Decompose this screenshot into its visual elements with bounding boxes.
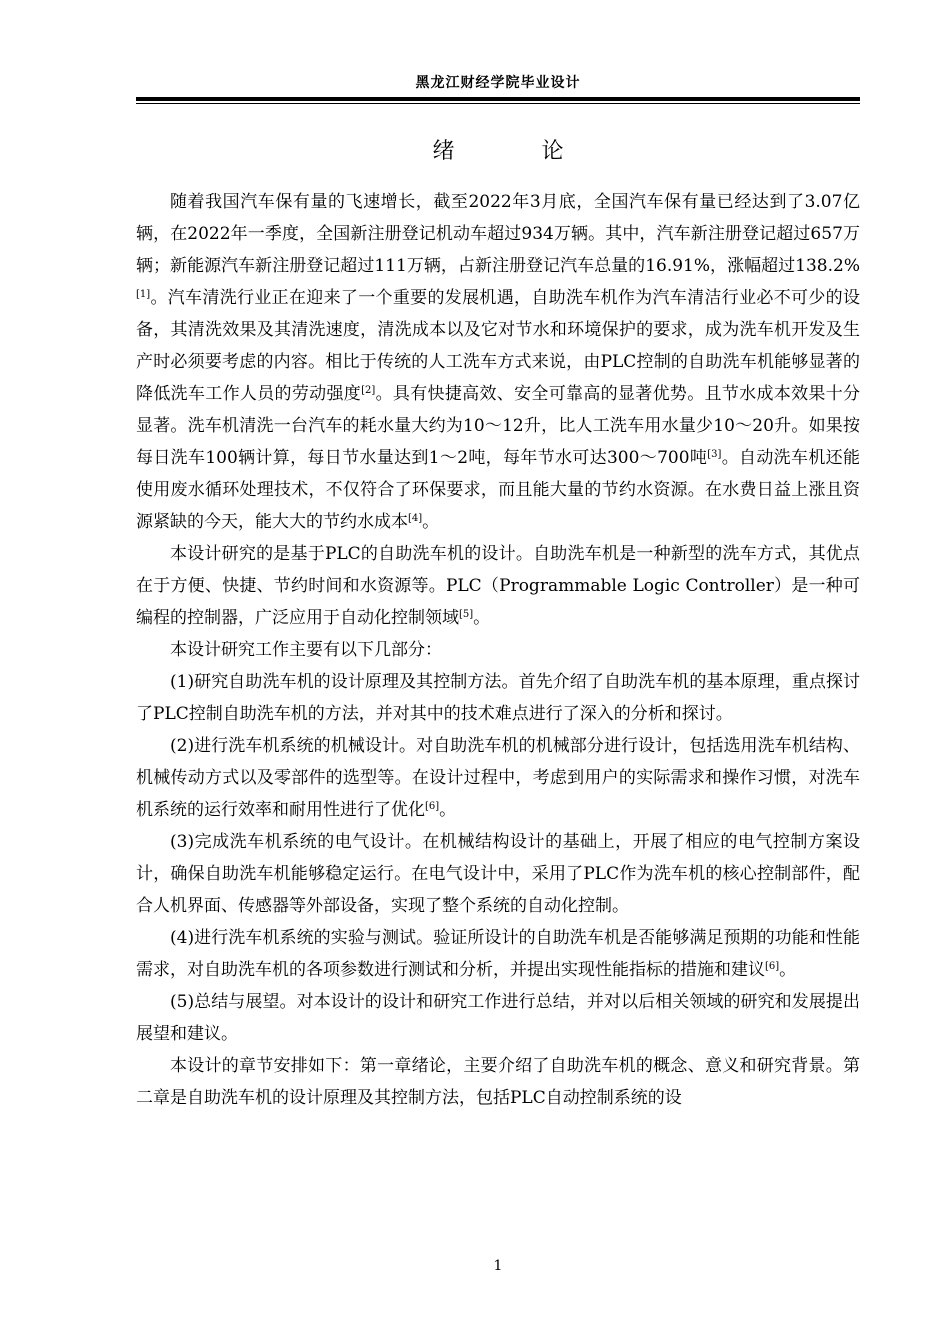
paragraph-text: 。 bbox=[422, 512, 440, 532]
citation-marker: [6] bbox=[425, 801, 440, 812]
paragraph bbox=[136, 730, 860, 826]
paragraph-text: 。 bbox=[779, 960, 797, 980]
paragraph bbox=[136, 1050, 860, 1114]
paragraph-text: 本设计研究工作主要有以下几部分： bbox=[170, 640, 442, 660]
paragraph bbox=[136, 186, 860, 538]
paragraph-text: 。汽车清洗行业正在迎来了一个重要的发展机遇，自助洗车机作为汽车清洁行业必不可少的设备，其清洗效果及其清洗速度，清洗成本以及它对节水和环境保护的要求，成为洗车机开发及生产时必须要考虑的内容。相比于传统的人工洗车方式来说，由PLC控制的自助洗车机能够显著的降低洗车工作人员的劳动强度 bbox=[136, 288, 860, 404]
page-number: 1 bbox=[493, 1258, 503, 1274]
paragraph-text: 。具有快捷高效、安全可靠高的显著优势。且节水成本效果十分显著。洗车机清洗一台汽车的耗水量大约为10～12升，比人工洗车用水量少10～20升。如果按每日洗车100辆计算，每日节水量达到1～2吨，每年节水可达300～700吨 bbox=[136, 384, 861, 468]
paragraph-text: (2)进行洗车机系统的机械设计。对自助洗车机的机械部分进行设计，包括选用洗车机结构、机械传动方式以及零部件的选型等。在设计过程中，考虑到用户的实际需求和操作习惯，对洗车机系统的运行效率和耐用性进行了优化 bbox=[136, 736, 860, 820]
paragraph-text: 。 bbox=[473, 608, 491, 628]
citation-marker: [1] bbox=[136, 289, 151, 300]
paragraph-text: 本设计研究的是基于PLC的自助洗车机的设计。自助洗车机是一种新型的洗车方式，其优点在于方便、快捷、节约时间和水资源等。PLC（Programmable Logic Controller）是一种可编程的控制器，广泛应用于自动化控制领域 bbox=[136, 544, 860, 628]
header-rule-thin bbox=[136, 103, 860, 104]
paragraph bbox=[136, 666, 860, 730]
citation-marker: [6] bbox=[765, 961, 780, 972]
paragraph bbox=[136, 826, 860, 922]
paragraph-text: (1)研究自助洗车机的设计原理及其控制方法。首先介绍了自助洗车机的基本原理，重点探讨了PLC控制自助洗车机的方法，并对其中的技术难点进行了深入的分析和探讨。 bbox=[136, 672, 860, 724]
citation-marker: [5] bbox=[459, 609, 474, 620]
body-text bbox=[136, 186, 860, 1114]
paragraph-text: 随着我国汽车保有量的飞速增长，截至2022年3月底，全国汽车保有量已经达到了3.07亿辆，在2022年一季度，全国新注册登记机动车超过934万辆。其中，汽车新注册登记超过657万辆；新能源汽车新注册登记超过111万辆，占新注册登记汽车总量的16.91%，涨幅超过138.2% bbox=[136, 192, 860, 276]
paragraph-text: 本设计的章节安排如下：第一章绪论，主要介绍了自助洗车机的概念、意义和研究背景。第二章是自助洗车机的设计原理及其控制方法，包括PLC自动控制系统的设 bbox=[136, 1056, 860, 1108]
citation-marker: [3] bbox=[707, 449, 722, 460]
paragraph-text: (5)总结与展望。对本设计的设计和研究工作进行总结，并对以后相关领域的研究和发展提出展望和建议。 bbox=[136, 992, 860, 1044]
citation-marker: [2] bbox=[361, 385, 376, 396]
running-header: 黑龙江财经学院毕业设计 bbox=[415, 75, 581, 91]
paragraph bbox=[136, 922, 860, 986]
paragraph-text: (3)完成洗车机系统的电气设计。在机械结构设计的基础上，开展了相应的电气控制方案设计，确保自助洗车机能够稳定运行。在电气设计中，采用了PLC作为洗车机的核心控制部件，配合人机界面、传感器等外部设备，实现了整个系统的自动化控制。 bbox=[136, 832, 860, 916]
header-rule-thick bbox=[136, 97, 860, 101]
paragraph bbox=[136, 538, 860, 634]
section-title: 绪 论 bbox=[432, 139, 604, 164]
paragraph bbox=[136, 986, 860, 1050]
citation-marker: [4] bbox=[408, 513, 423, 524]
paragraph-text: 。 bbox=[439, 800, 457, 820]
paragraph-text: 。自动洗车机还能使用废水循环处理技术，不仅符合了环保要求，而且能大量的节约水资源。在水费日益上涨且资源紧缺的今天，能大大的节约水成本 bbox=[136, 448, 860, 532]
paragraph bbox=[136, 634, 860, 666]
paragraph-text: (4)进行洗车机系统的实验与测试。验证所设计的自助洗车机是否能够满足预期的功能和性能需求，对自助洗车机的各项参数进行测试和分析，并提出实现性能指标的措施和建议 bbox=[136, 928, 860, 980]
